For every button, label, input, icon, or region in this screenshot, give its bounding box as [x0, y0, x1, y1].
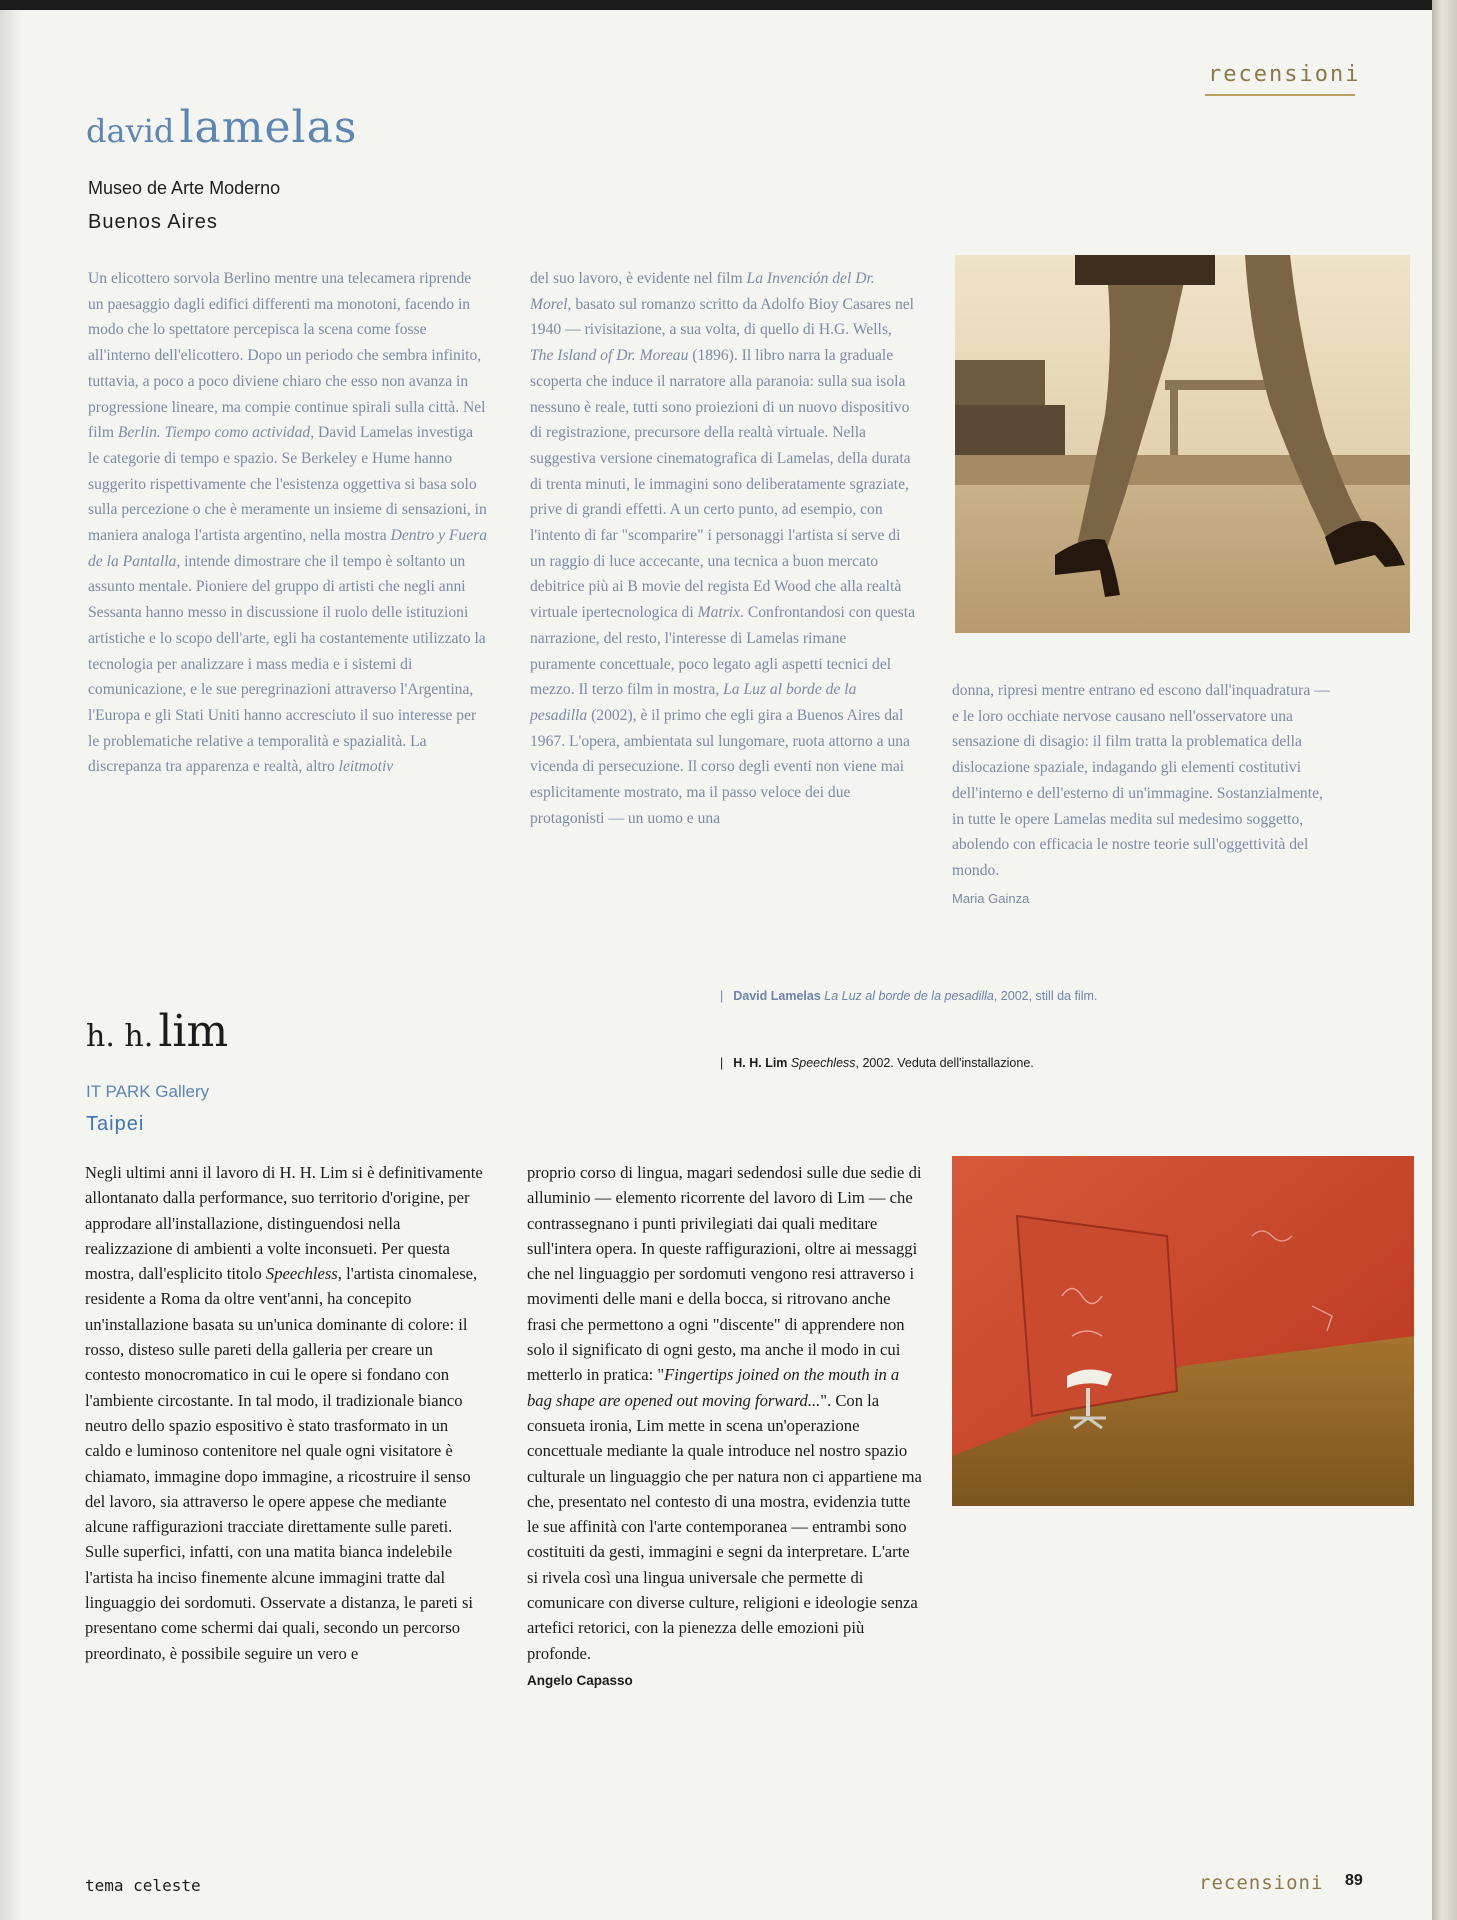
review1-col2-text-a: del suo lavoro, è evidente nel film	[530, 270, 747, 287]
review1-col2-text-b: , basato sul romanzo scritto da Adolfo Bioy Casares nel 1940 — rivisitazione, a sua volta, di quello di H.G. Wells,	[530, 295, 914, 339]
footer-magazine-name: tema celeste	[85, 1876, 201, 1895]
review1-col1-text-b: , David Lamelas investiga le categorie di tempo e spazio. Se Berkeley e Hume hanno suggerito rispettivamente che l'esistenza oggettiva si basa solo sulla percezione o che è meramente un insieme di sensazioni, in maniera analoga l'artista argentino, nella mostra	[88, 424, 487, 545]
review1-col2-title-moreau: The Island of Dr. Moreau	[530, 347, 689, 365]
caption2-rest: , 2002. Veduta dell'installazione.	[855, 1056, 1034, 1070]
top-edge-bar	[0, 0, 1457, 10]
review1-col2-text-e: (2002), è il primo che egli gira a Buenos Aires dal 1967. L'opera, ambientata sul lungomare, ruota attorno a una vicenda di persecuzione. Il corso degli eventi non viene mai esplicitamente mostrato, ma il passo veloce dei due protagonisti — un uomo e una	[530, 706, 910, 827]
review1-author: Maria Gainza	[952, 890, 1030, 906]
review2-artist-first: h. h.	[86, 1019, 154, 1054]
review1-city: Buenos Aires	[88, 211, 218, 233]
review1-column-2	[530, 266, 915, 831]
review2-column-2	[527, 1160, 922, 1693]
lim-installation-image	[952, 1156, 1414, 1506]
review1-venue: Museo de Arte Moderno	[88, 178, 281, 198]
review2-col2-text-a: proprio corso di lingua, magari sedendosi sulle due sedie di alluminio — elemento ricorrente del lavoro di Lim — che contrassegnano i punti privilegiati dai quali meditare sull'intera opera. In queste raffigurazioni, oltre ai messaggi che nel linguaggio per sordomuti vengono resi attraverso i movimenti delle mani e della bocca, si ritrovano anche frasi che permettono a ogni "discente" di apprendere non solo il significato di ogni gesto, ma anche il modo in cui metterlo in pratica: "	[527, 1163, 922, 1385]
lamelas-film-still-image	[955, 255, 1410, 633]
review2-author: Angelo Capasso	[527, 1672, 633, 1688]
review1-artist-last: lamelas	[179, 102, 358, 153]
review1-col2-text-d: . Confrontandosi con questa narrazione, del resto, l'interesse di Lamelas rimane puramente concettuale, poco legato agli aspetti tecnici del mezzo. Il terzo film in mostra,	[530, 604, 915, 699]
caption-bar-2: |	[720, 1056, 724, 1070]
review2-column-1	[85, 1160, 485, 1666]
review1-col1-title-berlin: Berlin. Tiempo como actividad	[117, 424, 311, 442]
review1-col2-text-c: (1896). Il libro narra la graduale scoperta che induce il narratore alla paranoia: sulla sua isola nessuno è reale, tutti sono proiezioni di un nuovo dispositivo di registrazione, precursore della realtà virtuale. Nella suggestiva versione cinematografica di Lamelas, della durata di trenta minuti, le immagini sono deliberatamente sgraziate, prive di grandi effetti. A un certo punto, ad esempio, con l'intento di far "scomparire" i personaggi l'artista si serve di un raggio di luce accecante, una tecnica a buon mercato debitrice più ai B movie del regista Ed Wood che alla realtà virtuale ipertecnologica di	[530, 347, 911, 622]
review1-artist-first: david	[86, 112, 175, 150]
review1-column-3	[952, 678, 1332, 911]
review2-city: Taipei	[86, 1113, 145, 1135]
review2-col2-text-b: ". Con la consueta ironia, Lim mette in scena un'operazione concettuale mediante la quale introduce nel nostro spazio culturale un linguaggio che per natura non ci appartiene ma che, presentato nel contesto di una mostra, evidenzia tutte le sue affinità con l'arte contemporanea — entrambi sono costituiti da gesti, immagini e segni da interpretare. L'arte si rivela così una lingua universale che permette di comunicare con diverse culture, religioni e ideologie senza artefici retorici, con la pienezza delle emozioni più profonde.	[527, 1390, 922, 1663]
review2-col1-text-b: , l'artista cinomalese, residente a Roma da oltre vent'anni, ha concepito un'installazione basata su un'unica dominante di colore: il rosso, disteso sulle pareti della galleria per creare un contesto monocromatico in cui le opere si fondano con l'ambiente circostante. In tal modo, il tradizionale bianco neutro dello spazio espositivo è stato trasformato in un caldo e luminoso contenitore nel quale ogni visitatore è chiamato, immagine dopo immagine, a ricostruire il senso del lavoro, sia attraverso le opere appese che mediante alcune raffigurazioni tracciate direttamente sulle pareti. Sulle superfici, infatti, con una matita bianca indelebile l'artista ha inciso finemente alcune immagini tratte dal linguaggio dei sordomuti. Osservate a distanza, le pareti si presentano come schermi dai quali, secondo un percorso preordinato, è possibile seguire un vero e	[85, 1264, 478, 1663]
magazine-page	[0, 10, 1432, 1920]
caption1-artist: David Lamelas	[733, 989, 821, 1003]
review2-artist-last: lim	[158, 1006, 229, 1057]
lamelas-film-still	[955, 255, 1410, 633]
page-right-edge	[1432, 0, 1457, 1920]
review1-artist-title	[86, 102, 357, 153]
review1-col1-leitmotiv: leitmotiv	[338, 758, 394, 776]
review1-col1-text-a: Un elicottero sorvola Berlino mentre una telecamera riprende un paesaggio dagli edifici differenti ma monotoni, facendo in modo che lo spettatore percepisca la scena come fosse all'interno dell'elicottero. Dopo un periodo che sembra infinito, tuttavia, a poco a poco diviene chiaro che esso non avanza in progressione lineare, ma compie continue spirali sulla città. Nel film	[88, 270, 486, 442]
section-header-rule	[1205, 94, 1355, 96]
caption2-artist: H. H. Lim	[733, 1056, 788, 1070]
review2-col1-title-speechless: Speechless	[265, 1264, 338, 1284]
section-header: recensioni	[1208, 62, 1361, 87]
review1-col1-text-c: , intende dimostrare che il tempo è soltanto un assunto mentale. Pioniere del gruppo di artisti che negli anni Sessanta hanno messo in discussione il ruolo delle istituzioni artistiche e lo scopo dell'arte, egli ha costantemente utilizzato la tecnologia per analizzare i mass media e i sistemi di comunicazione, e le sue peregrinazioni attraverso l'Argentina, l'Europa e gli Stati Uniti hanno accresciuto il suo interesse per le problematiche relative a temporalità e spazialità. La discrepanza tra apparenza e realtà, altro	[88, 552, 486, 776]
review1-col1-title-dentro: Dentro y Fuera de la Pantalla	[88, 527, 488, 570]
footer-section: recensioni	[1199, 1872, 1324, 1894]
caption-bar-1: |	[720, 989, 724, 1003]
caption1-rest: , 2002, still da film.	[993, 989, 1098, 1003]
review1-col2-title-luz: La Luz al borde de la pesadilla	[530, 681, 857, 724]
caption1-title: La Luz al borde de la pesadilla	[824, 989, 994, 1003]
review1-col2-title-matrix: Matrix	[697, 604, 741, 622]
review1-col3-text: donna, ripresi mentre entrano ed escono dall'inquadratura — e le loro occhiate nervose causano nell'osservatore una sensazione di disagio: il film tratta la problematica della dislocazione spaziale, indagando gli elementi costitutivi dell'interno e dell'esterno di un'immagine. Sostanzialmente, in tutte le opere Lamelas medita sul medesimo soggetto, abolendo con efficacia le nostre teorie sull'oggettività del mondo.	[952, 682, 1330, 879]
review2-photo-caption	[720, 1056, 1034, 1070]
review2-col1-text-a: Negli ultimi anni il lavoro di H. H. Lim si è definitivamente allontanato dalla performance, suo territorio d'origine, per approdare all'installazione, distinguendosi nella realizzazione di ambienti a volte inconsueti. Per questa mostra, dall'esplicito titolo	[85, 1163, 483, 1284]
review2-venue: IT PARK Gallery	[86, 1082, 210, 1101]
footer-page-number: 89	[1345, 1872, 1363, 1889]
review2-col2-quote: Fingertips joined on the mouth in a bag shape are opened out moving forward...	[527, 1365, 900, 1410]
lim-installation-photo	[952, 1156, 1414, 1506]
review1-column-1	[88, 266, 488, 780]
caption2-title: Speechless	[790, 1056, 856, 1070]
page-gutter-shadow	[0, 10, 22, 1920]
review1-photo-caption	[720, 989, 1097, 1003]
review1-col2-title-morel: La Invención del Dr. Morel	[530, 270, 875, 313]
review2-artist-title	[86, 1006, 228, 1057]
